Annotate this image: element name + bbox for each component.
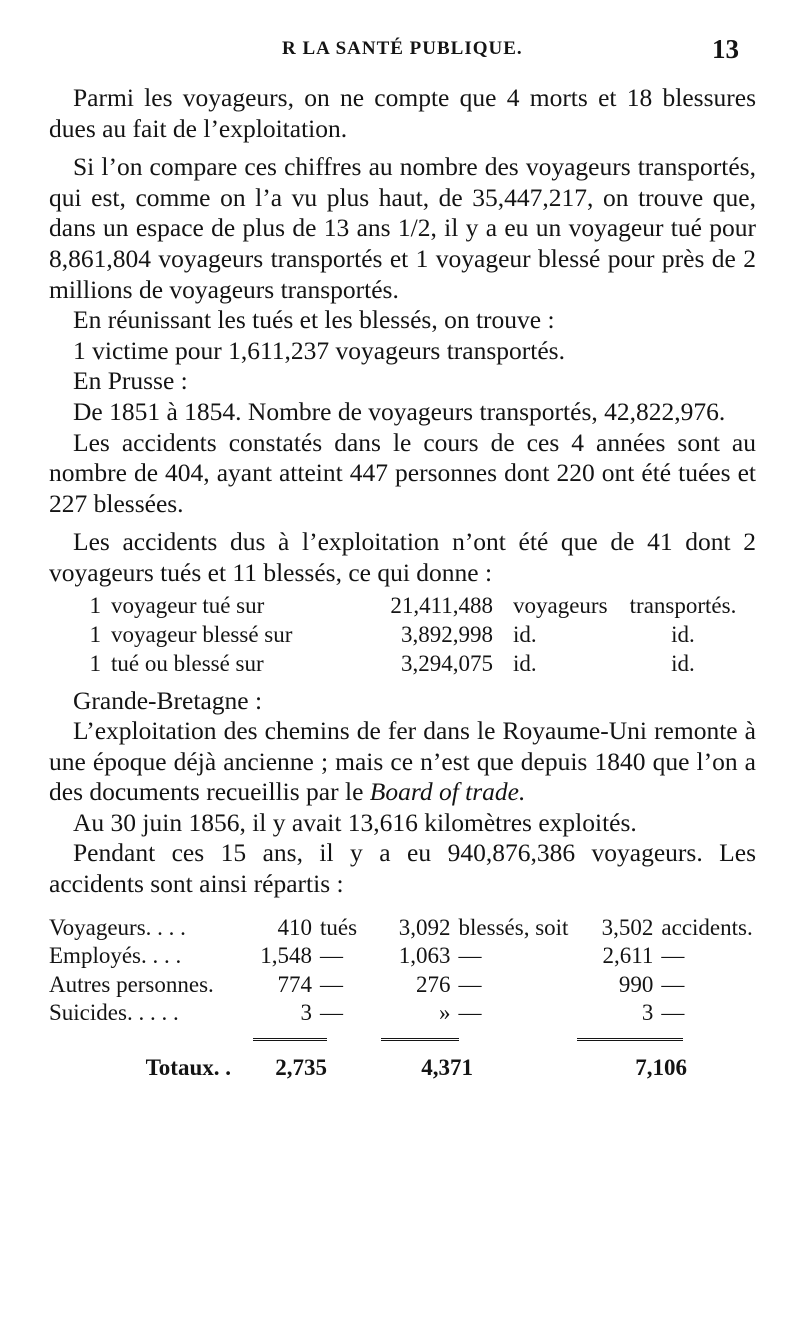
- table-cell: id.: [671, 621, 695, 647]
- table-cell: transportés.: [629, 592, 737, 618]
- paragraph-voyageurs-morts: Parmi les voyageurs, on ne compte que 4 morts et 18 blessures dues au fait de l’exploitation.: [49, 83, 756, 143]
- injured-unit: —: [458, 971, 482, 997]
- page-number: 13: [712, 34, 739, 64]
- injured-value: 3,092: [398, 914, 451, 940]
- table-cell: id.: [513, 621, 537, 647]
- sum-rule-injured: [381, 1038, 459, 1041]
- table-row: [49, 591, 756, 620]
- total-unit: —: [661, 1000, 685, 1026]
- prussia-table: [49, 591, 756, 678]
- body-text: [49, 83, 756, 1082]
- killed-unit: —: [319, 1000, 343, 1026]
- paragraph-prusse-periode: De 1851 à 1854. Nombre de voyageurs transportés, 42,822,976.: [73, 396, 726, 426]
- total-value: 990: [618, 971, 654, 997]
- total-value: 2,611: [602, 943, 654, 969]
- total-unit: —: [661, 971, 685, 997]
- killed-value: 410: [277, 914, 312, 940]
- table-row: [49, 649, 756, 678]
- table-row: [49, 620, 756, 649]
- total-unit: —: [661, 943, 685, 969]
- table-cell: 3,294,075: [401, 650, 493, 676]
- sum-rule-killed: [253, 1038, 327, 1041]
- totals-label: Totaux. .: [145, 1054, 231, 1080]
- paragraph-victime: 1 victime pour 1,611,237 voyageurs transportés.: [73, 335, 565, 365]
- injured-unit: —: [458, 1000, 482, 1026]
- total-unit: accidents.: [661, 914, 753, 940]
- totals-injured: 4,371: [421, 1054, 473, 1080]
- table-cell: id.: [513, 650, 537, 676]
- table-cell: 1: [89, 650, 101, 676]
- injured-value: »: [439, 1000, 451, 1026]
- row-label: Voyageurs. . . .: [49, 914, 186, 940]
- row-label: Autres personnes.: [49, 971, 214, 997]
- table-cell: 1: [89, 621, 101, 647]
- paragraph-comparaison: Si l’on compare ces chiffres au nombre des voyageurs transportés, qui est, comme on l’a vu plus haut, de 35,447,217, on trouve que, dans un espace de plus de 13 ans 1/2, il y a eu un voyageur tué pour 8,861,804 voyageurs transportés et 1 voyageur blessé pour près de 2 millions de voyageurs transportés.: [49, 152, 756, 304]
- totals-row: [49, 1054, 756, 1083]
- heading-prusse: En Prusse :: [73, 366, 188, 396]
- table-row: [49, 942, 756, 971]
- total-value: 3: [641, 1000, 654, 1026]
- total-value: 3,502: [601, 914, 654, 940]
- totals-killed: 2,735: [275, 1054, 327, 1080]
- uk-accidents-table: [49, 914, 756, 1083]
- board-of-trade-italic: Board of trade.: [369, 777, 526, 807]
- killed-unit: —: [319, 971, 343, 997]
- paragraph-royaume-uni-text: L’exploitation des chemins de fer dans le Royaume-Uni remonte à une époque déjà ancienne ; mais ce n’est que depuis 1840 que l’on a des documents recueillis par le: [49, 716, 756, 807]
- table-cell: tué ou blessé sur: [111, 650, 264, 676]
- injured-value: 276: [416, 971, 451, 997]
- running-header: [0, 34, 800, 74]
- paragraph-kilometres: Au 30 juin 1856, il y avait 13,616 kilomètres exploités.: [73, 807, 637, 837]
- running-title: R LA SANTÉ PUBLIQUE.: [282, 38, 523, 59]
- killed-unit: tués: [319, 914, 358, 940]
- table-row: [49, 999, 756, 1028]
- paragraph-repartition: Pendant ces 15 ans, il y a eu 940,876,386 voyageurs. Les accidents sont ainsi répartis :: [49, 838, 756, 899]
- totals-total: 7,106: [635, 1054, 687, 1080]
- table-cell: voyageur blessé sur: [111, 621, 293, 647]
- killed-value: 3: [300, 1000, 312, 1026]
- paragraph-prusse-exploitation: Les accidents dus à l’exploitation n’ont été que de 41 dont 2 voyageurs tués et 11 blessés, ce qui donne :: [49, 527, 756, 587]
- killed-unit: —: [319, 943, 343, 969]
- row-label: Suicides. . . . .: [49, 1000, 179, 1026]
- heading-grande-bretagne: Grande-Bretagne :: [73, 685, 263, 715]
- row-label: Employés. . . .: [49, 943, 182, 969]
- killed-value: 774: [277, 971, 312, 997]
- injured-unit: —: [458, 943, 482, 969]
- table-row: [49, 914, 756, 943]
- paragraph-royaume-uni: [49, 716, 756, 808]
- injured-unit: blessés, soit: [458, 914, 569, 940]
- paragraph-reunissant: En réunissant les tués et les blessés, on trouve :: [73, 305, 555, 335]
- table-cell: 3,892,998: [401, 621, 493, 647]
- injured-value: 1,063: [398, 943, 451, 969]
- table-cell: voyageur tué sur: [111, 592, 265, 618]
- table-cell: 21,411,488: [390, 592, 493, 618]
- table-cell: id.: [671, 650, 695, 676]
- table-row: [49, 971, 756, 1000]
- table-cell: voyageurs: [513, 592, 608, 618]
- sum-rule-total: [577, 1038, 683, 1041]
- paragraph-prusse-accidents: Les accidents constatés dans le cours de ces 4 années sont au nombre de 404, ayant atteint 447 personnes dont 220 ont été tuées et 227 blessées.: [49, 427, 756, 518]
- table-cell: 1: [89, 592, 101, 618]
- killed-value: 1,548: [260, 943, 312, 969]
